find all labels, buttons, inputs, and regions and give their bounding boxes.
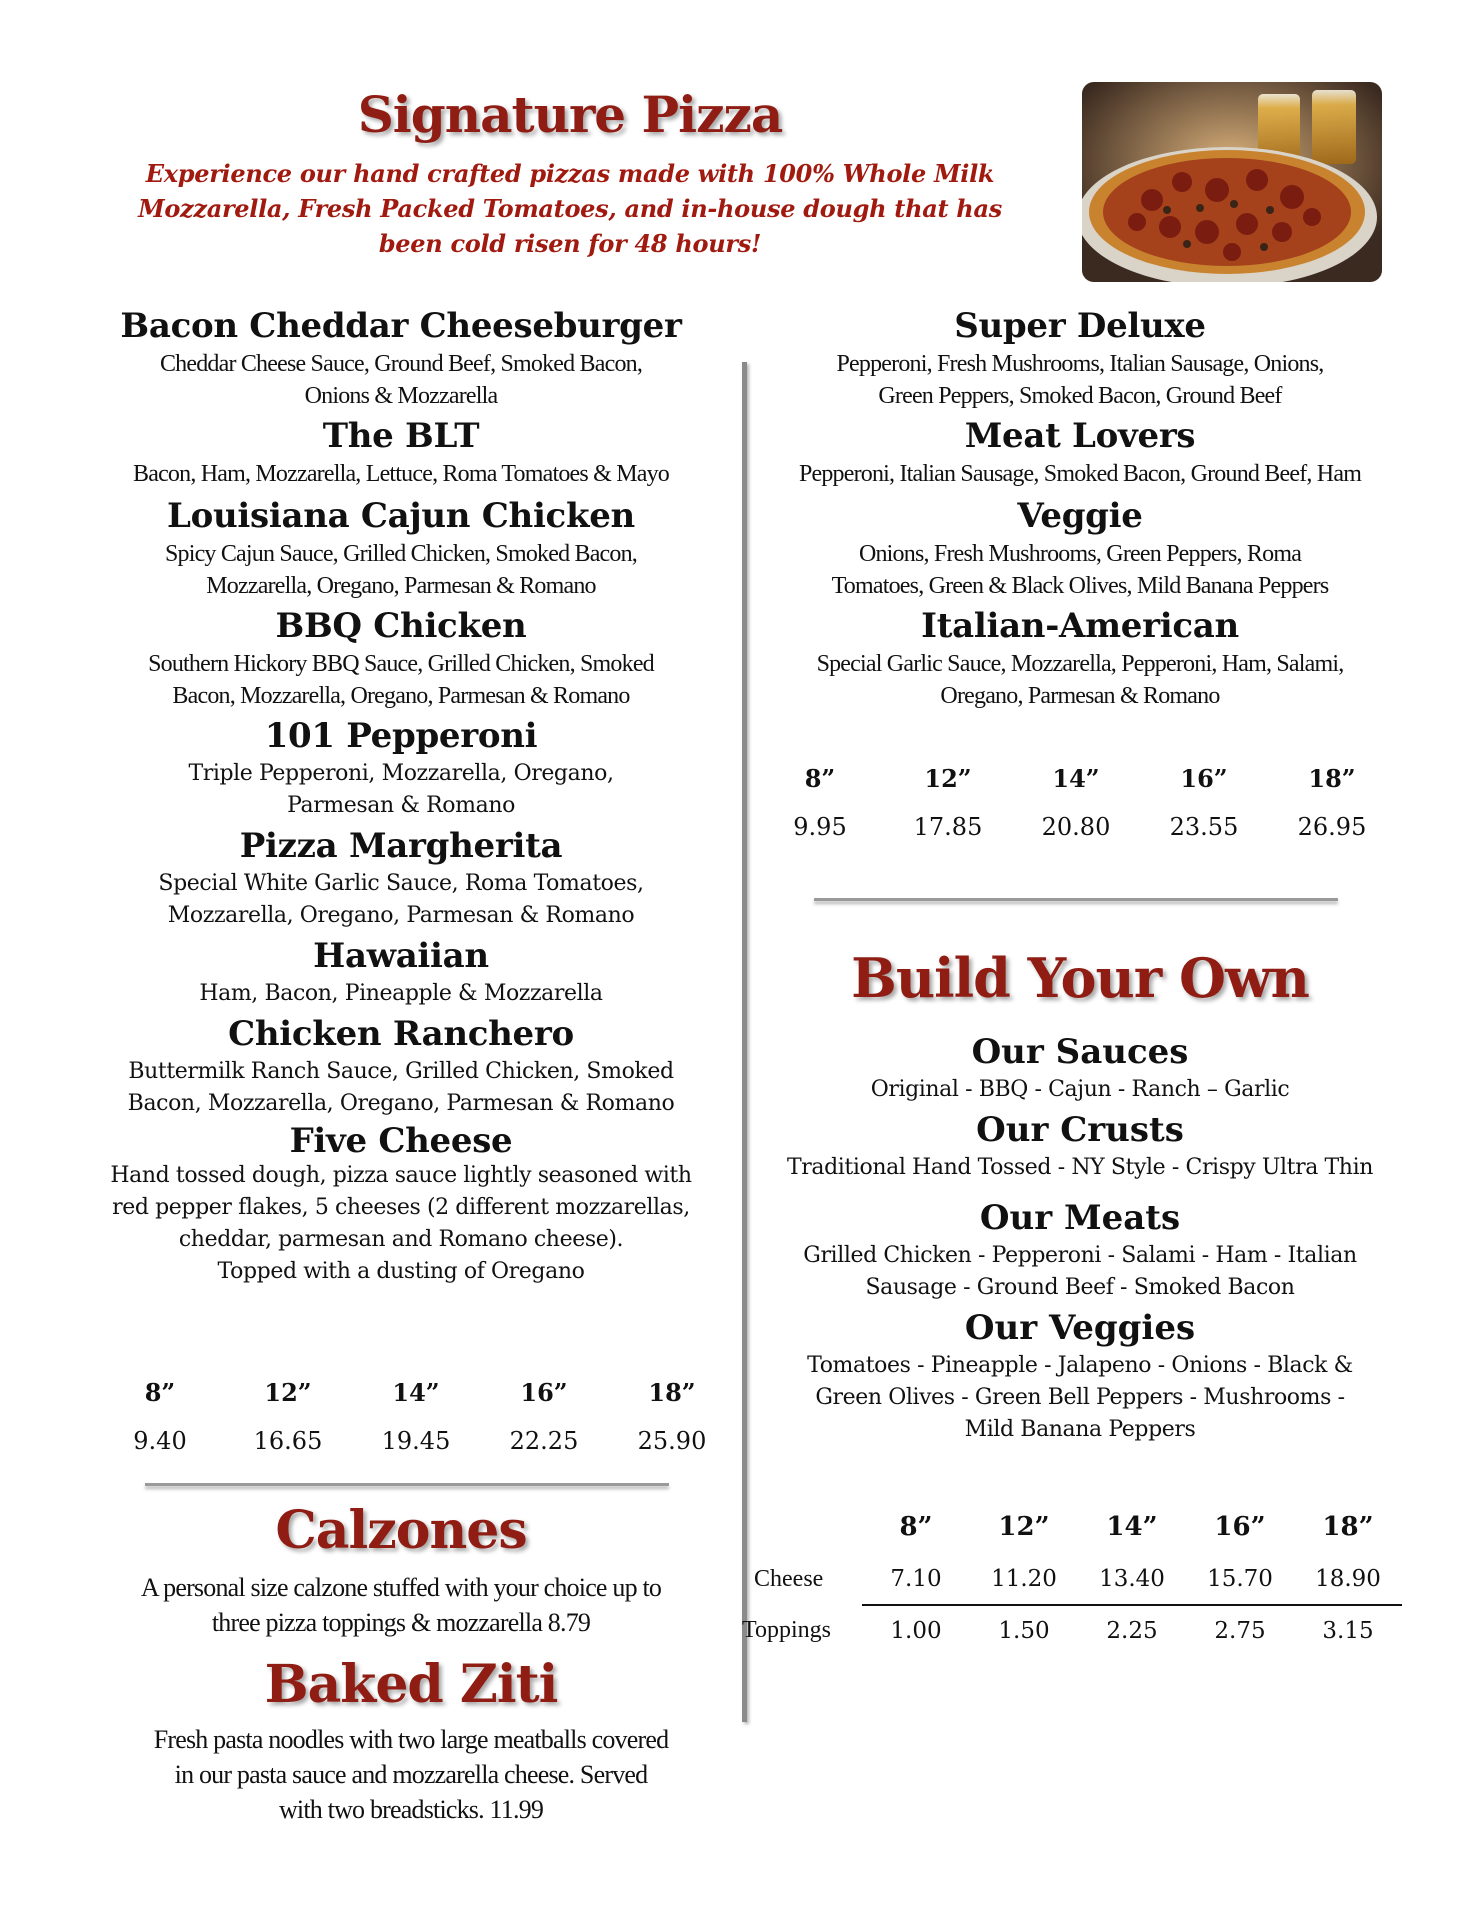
size-row [96,1378,736,1407]
pizza-item [760,604,1400,712]
byo-corner [742,1500,862,1554]
pizza-desc: Onions & Mozzarella [304,383,498,409]
calzones-desc-line: three pizza toppings & mozzarella 8.79 [211,1608,591,1637]
byo-section-head: Our Veggies [964,1308,1196,1348]
byo-section-head: Our Meats [979,1198,1181,1238]
pizza-name: Louisiana Cajun Chicken [167,496,635,536]
byo-toppings-row [742,1605,1402,1656]
pizza-item [760,304,1400,412]
byo-cell: 1.00 [890,1618,942,1644]
pizza-name: Chicken Ranchero [228,1014,574,1054]
price-value: 9.40 [133,1427,187,1455]
byo-section-line: Mild Banana Peppers [964,1417,1196,1442]
pizza-desc: Southern Hickory BBQ Sauce, Grilled Chicken, Smoked [148,651,654,677]
byo-section [760,1030,1400,1106]
byo-size-row [742,1500,1402,1554]
size-label: 14” [392,1378,440,1407]
calzones-desc-line: A personal size calzone stuffed with your choice up to [140,1573,662,1602]
pizza-item [90,934,712,1010]
calzones-desc [90,1570,712,1640]
size-label: 16” [1180,764,1228,793]
pizza-desc: Buttermilk Ranch Sauce, Grilled Chicken, Smoked [128,1059,674,1084]
pizza-desc: cheddar, parmesan and Romano cheese). [178,1227,624,1252]
pizza-name: BBQ Chicken [275,606,527,646]
pizza-item [760,494,1400,602]
right-price-grid [756,764,1396,841]
byo-cell: 15.70 [1186,1554,1294,1605]
pizza-name: Veggie [1017,496,1143,536]
left-price-grid [96,1378,736,1455]
byo-section [760,1108,1400,1184]
byo-section-line: Green Olives - Green Bell Peppers - Mushrooms - [815,1385,1345,1410]
pizza-photo [1082,82,1382,282]
pizza-item [90,1122,712,1288]
size-row [756,764,1396,793]
tagline-line: been cold risen for 48 hours! [378,229,762,258]
pizza-desc: Green Peppers, Smoked Bacon, Ground Beef [878,383,1282,409]
size-label: 14” [1052,764,1100,793]
price-value: 26.95 [1297,813,1367,841]
price-value: 22.25 [509,1427,579,1455]
byo-section [760,1196,1400,1304]
pizza-desc: Oregano, Parmesan & Romano [940,683,1220,709]
byo-section [760,1306,1400,1446]
byo-cell: 11.20 [970,1554,1078,1605]
pizza-item [90,414,712,490]
tagline [100,156,1040,261]
tagline-line: Experience our hand crafted pizzas made with 100% Whole Milk [145,159,995,188]
pizza-name: 101 Pepperoni [264,716,538,756]
pizza-item [760,414,1400,490]
pizza-name: Hawaiian [313,936,489,976]
divider-right [814,898,1338,901]
size-label: 8” [144,1378,176,1407]
pizza-item [90,604,712,712]
pizza-desc: Triple Pepperoni, Mozzarella, Oregano, [188,761,614,786]
pizza-item [90,494,712,602]
pizza-desc: Bacon, Ham, Mozzarella, Lettuce, Roma Tomatoes & Mayo [133,461,669,487]
page-title: Signature Pizza [357,85,783,144]
byo-size: 12” [998,1512,1050,1542]
build-your-own-sections [760,1030,1400,1446]
pizza-desc: Mozzarella, Oregano, Parmesan & Romano [206,573,596,599]
pizza-item [90,1012,712,1120]
right-pizza-list [760,304,1400,712]
pizza-desc: Mozzarella, Oregano, Parmesan & Romano [167,903,635,928]
price-row [756,813,1396,841]
byo-section-head: Our Sauces [971,1032,1189,1072]
size-label: 16” [520,1378,568,1407]
price-value: 19.45 [381,1427,451,1455]
pizza-desc: Ham, Bacon, Pineapple & Mozzarella [199,981,603,1006]
pizza-desc: Special Garlic Sauce, Mozzarella, Pepperoni, Ham, Salami, [816,651,1344,677]
byo-section-line: Traditional Hand Tossed - NY Style - Crispy Ultra Thin [787,1155,1373,1180]
build-your-own-title: Build Your Own [851,946,1309,1010]
byo-size: 8” [899,1512,933,1542]
price-value: 17.85 [913,813,983,841]
byo-price-table [742,1500,1402,1656]
pizza-desc: red pepper flakes, 5 cheeses (2 different mozzarellas, [112,1195,690,1220]
pizza-name: Five Cheese [289,1121,513,1161]
pizza-name: Super Deluxe [954,306,1206,346]
price-row [96,1427,736,1455]
price-value: 25.90 [637,1427,707,1455]
byo-section-line: Original - BBQ - Cajun - Ranch – Garlic [870,1077,1290,1102]
byo-cell: 2.75 [1214,1618,1266,1644]
byo-cheese-row [742,1554,1402,1605]
pizza-desc: Parmesan & Romano [287,793,515,818]
size-label: 12” [264,1378,312,1407]
baked-ziti-desc-line: Fresh pasta noodles with two large meatballs covered [153,1725,669,1754]
pizza-desc: Tomatoes, Green & Black Olives, Mild Banana Peppers [831,573,1329,599]
size-label: 18” [1308,764,1356,793]
byo-cell: 3.15 [1322,1618,1374,1644]
byo-section-line: Sausage - Ground Beef - Smoked Bacon [865,1275,1295,1300]
byo-cell: 2.25 [1106,1618,1158,1644]
byo-section-line: Tomatoes - Pineapple - Jalapeno - Onions - Black & [807,1353,1353,1378]
pizza-desc: Bacon, Mozzarella, Oregano, Parmesan & Romano [172,683,630,709]
byo-section-line: Grilled Chicken - Pepperoni - Salami - Ham - Italian [803,1243,1357,1268]
byo-cell: 7.10 [862,1554,970,1605]
pizza-desc: Spicy Cajun Sauce, Grilled Chicken, Smoked Bacon, [164,541,638,567]
byo-size: 18” [1322,1512,1374,1542]
byo-cell: 1.50 [998,1618,1050,1644]
tagline-line: Mozzarella, Fresh Packed Tomatoes, and in-house dough that has [138,194,1002,223]
pizza-name: Bacon Cheddar Cheeseburger [120,306,682,346]
baked-ziti-desc [100,1722,722,1827]
pizza-item [90,304,712,412]
byo-row-label: Cheese [754,1566,824,1592]
pizza-name: Meat Lovers [964,416,1196,456]
pizza-desc: Cheddar Cheese Sauce, Ground Beef, Smoked Bacon, [159,351,643,377]
pizza-desc: Hand tossed dough, pizza sauce lightly seasoned with [110,1163,692,1188]
pizza-item [90,714,712,822]
divider-left [145,1483,669,1486]
calzones-title: Calzones [275,1500,527,1561]
price-value: 16.65 [253,1427,323,1455]
size-label: 8” [804,764,836,793]
pizza-photo-art [1082,82,1382,282]
pizza-name: Pizza Margherita [239,826,563,866]
byo-row-label: Toppings [742,1617,831,1643]
byo-size: 14” [1106,1512,1158,1542]
price-value: 23.55 [1169,813,1239,841]
size-label: 12” [924,764,972,793]
pizza-desc: Bacon, Mozzarella, Oregano, Parmesan & Romano [127,1091,675,1116]
pizza-desc: Pepperoni, Italian Sausage, Smoked Bacon, Ground Beef, Ham [798,461,1362,487]
price-value: 9.95 [793,813,847,841]
pizza-name: The BLT [322,416,480,456]
pizza-item [90,824,712,932]
baked-ziti-desc-line: in our pasta sauce and mozzarella cheese. Served [174,1760,648,1789]
pizza-desc: Onions, Fresh Mushrooms, Green Peppers, Roma [858,541,1302,567]
size-label: 18” [648,1378,696,1407]
pizza-desc: Pepperoni, Fresh Mushrooms, Italian Sausage, Onions, [836,351,1324,377]
byo-cell: 18.90 [1294,1554,1402,1605]
byo-size: 16” [1214,1512,1266,1542]
baked-ziti-desc-line: with two breadsticks. 11.99 [278,1795,544,1824]
pizza-name: Italian-American [921,606,1239,646]
byo-cell: 13.40 [1078,1554,1186,1605]
baked-ziti-title: Baked Ziti [264,1654,558,1715]
price-value: 20.80 [1041,813,1111,841]
byo-section-head: Our Crusts [976,1110,1184,1150]
pizza-desc: Special White Garlic Sauce, Roma Tomatoes, [158,871,644,896]
pizza-desc: Topped with a dusting of Oregano [217,1259,585,1284]
left-pizza-list [90,304,712,1288]
